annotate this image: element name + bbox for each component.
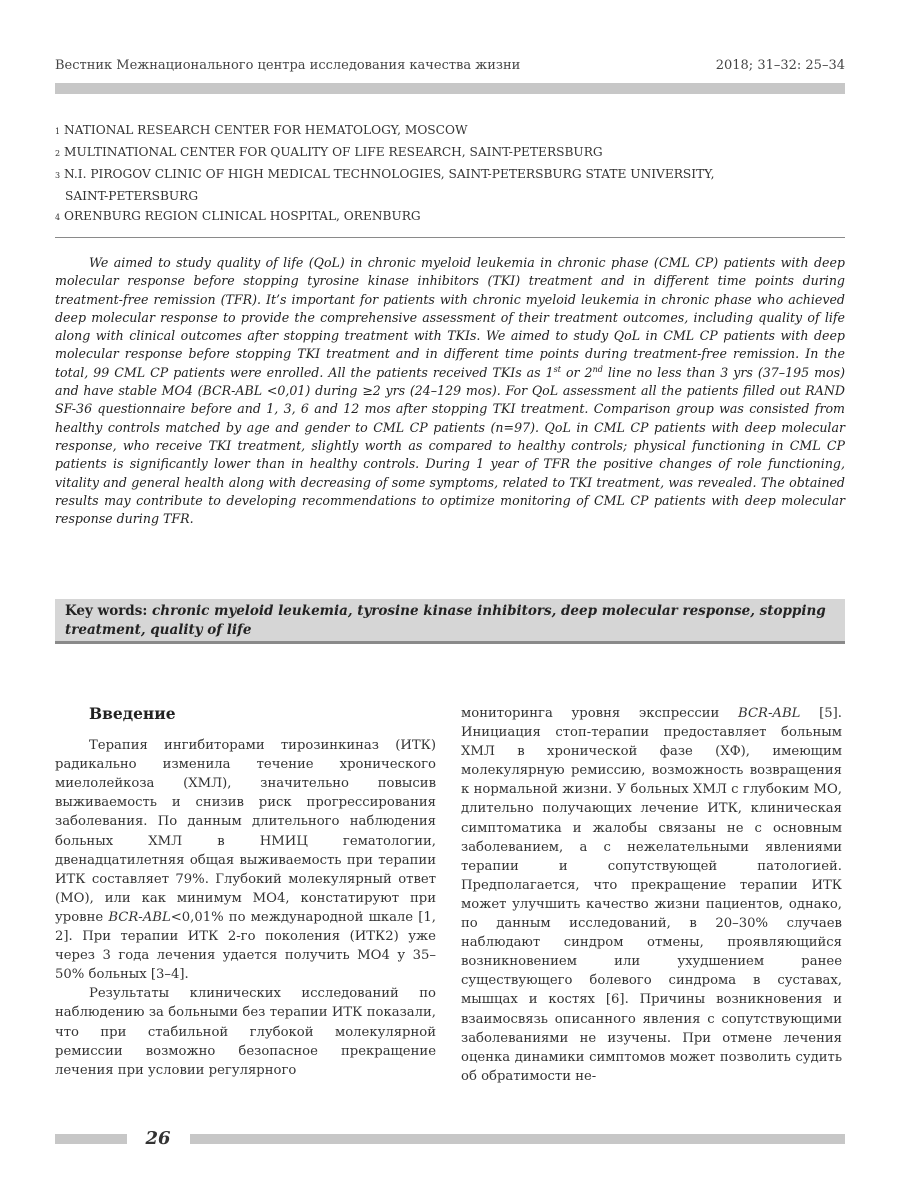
section-heading: Введение xyxy=(89,704,176,723)
issue-reference: 2018; 31–32: 25–34 xyxy=(715,58,845,73)
paragraph: Результаты клинических исследований по наблюдению за больными без терапии ИТК показали, что при стабильной глубокой молекулярной ремиссии возможно безопасное прекращение лечения при условии регулярного xyxy=(55,986,436,1078)
body-column-right xyxy=(461,704,842,1086)
affiliation-2: 2 MULTINATIONAL CENTER FOR QUALITY OF LIFE RESEARCH, SAINT-PETERSBURG xyxy=(55,145,603,159)
keywords-box xyxy=(55,599,845,644)
keywords-text: chronic myeloid leukemia, tyrosine kinase inhibitors, deep molecular response, stopping treatment, quality of life xyxy=(65,603,826,638)
paragraph: Терапия ингибиторами тирозинкиназ (ИТК) радикально изменила течение хронического миелолейкоза (ХМЛ), значительно повысив выживаемость и снизив риск прогрессирования заболевания. По данным длительного наблюдения больных ХМЛ в НМИЦ гематологии, двенадцатилетняя общая выживаемость при терапии ИТК составляет 79%. Глубокий молекулярный ответ (МО), или как минимум МО4, констатируют при уровне BCR-ABL<0,01% по международной шкале [1, 2]. При терапии ИТК 2-го поколения (ИТК2) уже через 3 года лечения удается получить МО4 у 35–50% больных [3–4]. xyxy=(55,738,436,983)
journal-title: Вестник Межнационального центра исследования качества жизни xyxy=(55,58,521,73)
page-number: 26 xyxy=(145,1128,171,1149)
paragraph: мониторинга уровня экспрессии BCR-ABL [5]. Инициация стоп-терапии предоставляет больным ХМЛ в хронической фазе (ХФ), имеющим молекулярную ремиссию, возможность возвращения к нормальной жизни. У больных ХМЛ с глубоким МО, длительно получающих лечение ИТК, клиническая симптоматика и жалобы связаны не с основным заболеванием, а с нежелательными явлениями терапии и сопутствующей патологией. Предполагается, что прекращение терапии ИТК может улучшить качество жизни пациентов, однако, по данным исследований, в 20–30% случаев наблюдают синдром отмены, проявляющийся возникновением или ухудшением ранее существующего болевого синдрома в суставах, мышцах и костях [6]. Причины возникновения и взаимосвязь описанного явления с сопутствующими заболеваниями не изучены. При отмене лечения оценка динамики симптомов может позволить судить об обратимости не- xyxy=(461,706,842,1084)
divider-top xyxy=(55,237,845,238)
abstract xyxy=(55,254,845,528)
affiliations xyxy=(55,120,845,228)
affiliation-3-continued: SAINT-PETERSBURG xyxy=(65,189,199,203)
affiliation-1: 1 NATIONAL RESEARCH CENTER FOR HEMATOLOGY, MOSCOW xyxy=(55,123,468,137)
affiliation-3: 3 N.I. PIROGOV CLINIC OF HIGH MEDICAL TECHNOLOGIES, SAINT-PETERSBURG STATE UNIVERSITY, xyxy=(55,167,715,181)
footer-bar-right xyxy=(190,1134,845,1144)
keywords-label: Key words: xyxy=(65,603,148,619)
body-column-left xyxy=(55,704,436,1080)
footer-bar-left xyxy=(55,1134,127,1144)
affiliation-4: 4 ORENBURG REGION CLINICAL HOSPITAL, ORENBURG xyxy=(55,209,421,223)
header-bar xyxy=(55,83,845,94)
abstract-text: We aimed to study quality of life (QoL) in chronic myeloid leukemia in chronic phase (CML CP) patients with deep molecular response before stopping tyrosine kinase inhibitors (TKI) treatment and in different time points during treatment-free remission (TFR). It’s important for patients with chronic myeloid leukemia in chronic phase who achieved deep molecular response to provide the comprehensive assessment of their treatment outcomes, including quality of life along with clinical outcomes after stopping treatment with TKIs. We aimed to study QoL in CML CP patients with deep molecular response before stopping TKI treatment and in different time points during treatment-free remission. In the total, 99 CML CP patients were enrolled. All the patients received TKIs as 1st or 2nd line no less than 3 yrs (37–195 mos) and have stable MO4 (BCR-ABL <0,01) during ≥2 yrs (24–129 mos). For QoL assessment all the patients filled out RAND SF-36 questionnaire before and 1, 3, 6 and 12 mos after stopping TKI treatment. Comparison group was consisted from healthy controls matched by age and gender to CML CP patients (n=97). QoL in CML CP patients with deep molecular response, who receive TKI treatment, slightly worth as compared to healthy controls; physical functioning in CML CP patients is significantly lower than in healthy controls. During 1 year of TFR the positive changes of role functioning, vitality and general health along with decreasing of some symptoms, related to TKI treatment, was revealed. The obtained results may contribute to developing recommendations to optimize monitoring of CML CP patients with deep molecular response during TFR. xyxy=(55,255,845,527)
